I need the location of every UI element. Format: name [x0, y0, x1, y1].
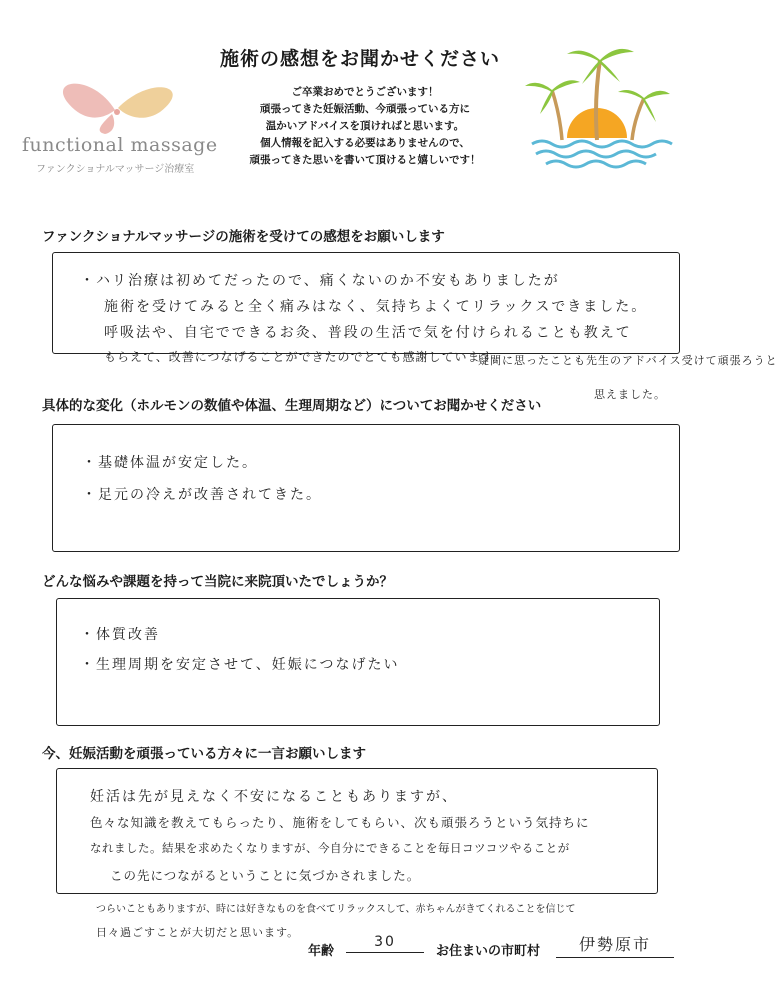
handwritten-line: ・体質改善	[80, 627, 160, 643]
handwritten-line: 呼吸法や、自宅でできるお灸、普段の生活で気を付けられることも教えて	[104, 325, 632, 341]
city-label: お住まいの市町村	[436, 944, 541, 959]
handwritten-line: 疑問に思ったことも先生のアドバイス受けて頑張ろうと	[478, 354, 778, 367]
handwritten-line: ・足元の冷えが改善されてきた。	[82, 487, 322, 503]
intro-line: 頑張ってきた妊娠活動、今頑張っている方に	[260, 103, 470, 115]
question-heading: どんな悩みや課題を持って当院に来院頂いたでしょうか？	[42, 574, 393, 590]
palm-tree-illustration	[522, 40, 672, 170]
handwritten-line: もらえて、改善につなげることができたのでとても感謝しています。	[104, 350, 506, 364]
question-heading: 具体的な変化（ホルモンの数値や体温、生理周期など）についてお聞かせください	[42, 398, 542, 414]
question-heading: ファンクショナルマッサージの施術を受けての感想をお願いします	[42, 229, 445, 245]
handwritten-line: 妊活は先が見えなく不安になることもありますが、	[90, 789, 458, 805]
handwritten-line: ・ハリ治療は初めてだったので、痛くないのか不安もありましたが	[80, 273, 560, 289]
page-title: 施術の感想をお聞かせください	[219, 48, 500, 70]
logo-text: functional massage	[22, 134, 218, 156]
logo-subtitle: ファンクショナルマッサージ治療室	[36, 164, 195, 175]
handwritten-line: なれました。結果を求めたくなりますが、今自分にできることを毎日コツコツやることが	[90, 841, 570, 855]
handwritten-line: つらいこともありますが、時には好きなものを食べてリラックスして、赤ちゃんがきてくれることを信じて	[96, 904, 576, 915]
city-value: 伊勢原市	[556, 932, 674, 958]
age-value: 30	[346, 934, 424, 953]
handwritten-line: ・生理周期を安定させて、妊娠につなげたい	[80, 657, 400, 673]
intro-line: 温かいアドバイスを頂ければと思います。	[265, 120, 465, 132]
age-label: 年齢	[308, 944, 335, 959]
intro-text	[200, 84, 530, 169]
intro-line: ご卒業おめでとうございます！	[291, 86, 439, 98]
intro-line: 頑張ってきた思いを書いて頂けると嬉しいです！	[249, 154, 481, 166]
handwritten-line: 施術を受けてみると全く痛みはなく、気持ちよくてリラックスできました。	[104, 299, 648, 315]
handwritten-line: ・基礎体温が安定した。	[82, 455, 258, 471]
question-heading: 今、妊娠活動を頑張っている方々に一言お願いします	[42, 746, 366, 762]
intro-line: 個人情報を記入する必要はありませんので、	[260, 137, 470, 149]
handwritten-line: 日々過ごすことが大切だと思います。	[96, 926, 300, 939]
handwritten-line: 色々な知識を教えてもらったり、施術をしてもらい、次も頑張ろうという気持ちに	[90, 815, 590, 830]
handwritten-line: 思えました。	[594, 388, 666, 401]
handwritten-line: この先につながるということに気づかされました。	[110, 868, 421, 883]
